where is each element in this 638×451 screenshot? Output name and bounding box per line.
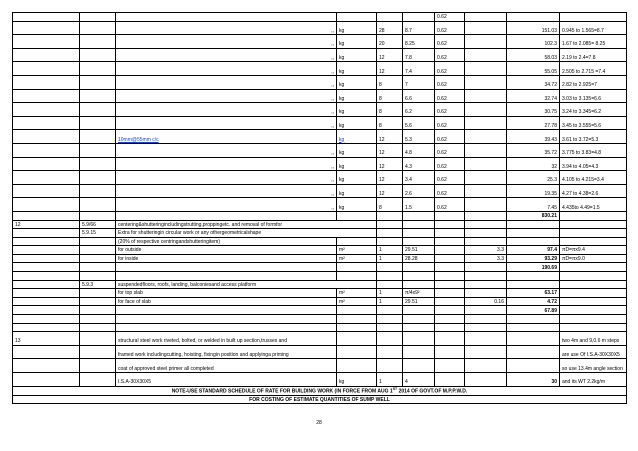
quantity: 39.43 <box>507 130 560 144</box>
note-costing: FOR COSTING OF ESTIMATE QUANTITIES OF SUMP WELL <box>13 395 627 404</box>
count: 1 <box>377 297 403 306</box>
quantity: 34.72 <box>507 75 560 89</box>
unit: kg <box>337 48 377 62</box>
length: 8.25 <box>403 35 435 49</box>
weight-factor: 0.62 <box>435 89 465 103</box>
bar-description: ,, <box>116 21 337 35</box>
remark: πD=πx9.4 <box>560 246 627 255</box>
item-row <box>13 237 627 246</box>
note-ssr-superscript: ST <box>392 386 398 391</box>
note-ssr <box>13 386 627 395</box>
count: 1 <box>377 254 403 263</box>
measurement-label: for top slab <box>116 289 337 298</box>
unit: kg <box>337 21 377 35</box>
remark: 4.27 to 4.38=2.6 <box>560 184 627 198</box>
table-row <box>13 184 627 198</box>
unit: m² <box>337 289 377 298</box>
length: 7 <box>403 75 435 89</box>
remark <box>560 13 627 22</box>
ssr-reference: 5.9.15 <box>80 229 116 238</box>
count: 28 <box>377 21 403 35</box>
ssr-reference: 5.9/66 <box>80 220 116 229</box>
table-row <box>13 35 627 49</box>
item-description: structural steel work riveted, bolted, or welded in built up section,trusses and <box>116 332 337 346</box>
weight-factor: 0.62 <box>435 35 465 49</box>
bar-description: ,, <box>116 198 337 212</box>
measurement-row <box>13 254 627 263</box>
height: 3.3 <box>465 254 507 263</box>
weight-factor: 0.62 <box>435 198 465 212</box>
count: 12 <box>377 62 403 76</box>
subtotal-row <box>13 211 627 220</box>
measurement-label: for inside <box>116 254 337 263</box>
remark: 3.775 to 3.83=4.8 <box>560 143 627 157</box>
count: 12 <box>377 157 403 171</box>
serial-number: 13 <box>13 332 80 346</box>
measurement-label: for outside <box>116 246 337 255</box>
measurement-row <box>13 246 627 255</box>
unit: m² <box>337 246 377 255</box>
item-row <box>13 345 627 359</box>
weight-factor: 0.62 <box>435 75 465 89</box>
ssr-reference: 5.9.3 <box>80 280 116 289</box>
remark: 2.505 to 2.715 =7.4 <box>560 62 627 76</box>
remark: 4.105 to 4.215=3.4 <box>560 171 627 185</box>
item-description: suspendedfloors, roofs, landing, balconiesand access platform <box>116 280 377 289</box>
remark: 1.67 to 2.085= 8.25 <box>560 35 627 49</box>
length: 6.2 <box>403 103 435 117</box>
table-row <box>13 143 627 157</box>
bar-description: ,, <box>116 35 337 49</box>
quantity <box>507 13 560 22</box>
reinforcement-rows <box>13 13 627 212</box>
weight-factor: 0.62 <box>435 184 465 198</box>
weight-factor: 0.62 <box>435 116 465 130</box>
remark: 4.435to 4.49=1.5 <box>560 198 627 212</box>
table-row <box>13 116 627 130</box>
length: 3.4 <box>403 171 435 185</box>
bar-description: ,, <box>116 48 337 62</box>
quantity: 19.35 <box>507 184 560 198</box>
remark: 2.82 to 2.925=7 <box>560 75 627 89</box>
quantity: 97.4 <box>507 246 560 255</box>
blank-row <box>13 323 627 332</box>
table-row <box>13 75 627 89</box>
length: π/4x9² <box>403 289 435 298</box>
length: 5.3 <box>403 130 435 144</box>
serial-number: 12 <box>13 220 80 229</box>
count: 12 <box>377 48 403 62</box>
count: 12 <box>377 143 403 157</box>
bar-description: ,, <box>116 184 337 198</box>
unit: kg <box>337 143 377 157</box>
weight-factor: 0.62 <box>435 13 465 22</box>
bar-description: ,, <box>116 103 337 117</box>
quantity: 102.3 <box>507 35 560 49</box>
remark: are use Of I.S.A-30X30X5 <box>560 345 627 359</box>
subtotal-row <box>13 306 627 315</box>
quantity: 151.03 <box>507 21 560 35</box>
estimate-sheet <box>12 12 626 404</box>
table-row <box>13 21 627 35</box>
count: 12 <box>377 171 403 185</box>
length: 7.4 <box>403 62 435 76</box>
length: 4 <box>403 373 435 387</box>
remark: and its WT 2.2kg/m <box>560 373 627 387</box>
unit: kg <box>337 35 377 49</box>
quantity: 4.72 <box>507 297 560 306</box>
note-ssr-text-end: 2014 OF GOVT.OF M.P.P.W.D. <box>397 388 468 395</box>
weight-factor: 0.62 <box>435 21 465 35</box>
unit: m² <box>337 254 377 263</box>
note-row <box>13 395 627 404</box>
unit: kg <box>337 184 377 198</box>
length: 5.6 <box>403 116 435 130</box>
bar-description: ,, <box>116 143 337 157</box>
page-number: 28 <box>316 420 322 426</box>
weight-factor: 0.62 <box>435 171 465 185</box>
length: 4.3 <box>403 157 435 171</box>
unit: kg <box>337 116 377 130</box>
item-description: framed work includingcutting, hoisting, fixingin position and applyinga priming <box>116 345 337 359</box>
unit: kg <box>337 103 377 117</box>
remark: 2.19 to 2.4=7.8 <box>560 48 627 62</box>
quantity: 93.29 <box>507 254 560 263</box>
count: 8 <box>377 103 403 117</box>
length: 4.8 <box>403 143 435 157</box>
table-row <box>13 130 627 144</box>
quantity: 55.05 <box>507 62 560 76</box>
unit: kg <box>337 130 377 144</box>
weight-factor: 0.62 <box>435 143 465 157</box>
bar-description: ,, <box>116 75 337 89</box>
quantity: 27.78 <box>507 116 560 130</box>
quantity: 58.03 <box>507 48 560 62</box>
height: 3.3 <box>465 246 507 255</box>
remark: 3.94 to 4.05=4.3 <box>560 157 627 171</box>
remark: 3.61 to 3.72=5.3 <box>560 130 627 144</box>
subtotal-value: 830.21 <box>507 211 560 220</box>
quantity: 7.45 <box>507 198 560 212</box>
unit: kg <box>337 157 377 171</box>
remark: 3.03 to 3.135=6.6 <box>560 89 627 103</box>
blank-row <box>13 315 627 324</box>
subtotal-value: 190.69 <box>507 263 560 272</box>
measurement-row <box>13 297 627 306</box>
unit: kg <box>337 373 377 387</box>
remark: so use 13.4m angle section <box>560 359 627 373</box>
weight-factor: 0.62 <box>435 130 465 144</box>
table-row <box>13 171 627 185</box>
length: 8.7 <box>403 21 435 35</box>
subtotal-value: 67.89 <box>507 306 560 315</box>
count: 20 <box>377 35 403 49</box>
quantity: 30 <box>507 373 560 387</box>
weight-factor: 0.62 <box>435 62 465 76</box>
quantity: 35.72 <box>507 143 560 157</box>
item-row <box>13 220 627 229</box>
remark: πD=πx9.0 <box>560 254 627 263</box>
height <box>465 289 507 298</box>
length <box>403 13 435 22</box>
table-row <box>13 198 627 212</box>
length: 7.8 <box>403 48 435 62</box>
item-description: Extra for shutteringin circular work or any othergeometricalshape <box>116 229 377 238</box>
weight-factor: 0.62 <box>435 48 465 62</box>
count <box>377 13 403 22</box>
length: 29.51 <box>403 246 435 255</box>
table-row <box>13 48 627 62</box>
count: 1 <box>377 246 403 255</box>
count: 1 <box>377 373 403 387</box>
count: 1 <box>377 289 403 298</box>
remark: 0.945 to 1.565=8.7 <box>560 21 627 35</box>
quantity: 63.17 <box>507 289 560 298</box>
weight-factor: 0.62 <box>435 103 465 117</box>
item-row <box>13 359 627 373</box>
blank-row <box>13 272 627 281</box>
count: 8 <box>377 89 403 103</box>
item-description: centering&shutteringincludingstrutting,proppingetc. and removal of formfor <box>116 220 377 229</box>
bar-description: ,, <box>116 157 337 171</box>
item-row <box>13 229 627 238</box>
remark: two 4m and 9,0.6 m steps <box>560 332 627 346</box>
section-name: I.S.A-30X30X5 <box>116 373 337 387</box>
bar-description: ,, <box>116 89 337 103</box>
count: 8 <box>377 198 403 212</box>
weight-factor: 0.62 <box>435 157 465 171</box>
measurement-row <box>13 289 627 298</box>
item-row <box>13 280 627 289</box>
length: 1.5 <box>403 198 435 212</box>
bar-description: ,, <box>116 116 337 130</box>
quantity: 32.74 <box>507 89 560 103</box>
quantity: 32 <box>507 157 560 171</box>
table-row <box>13 13 627 22</box>
unit: kg <box>337 198 377 212</box>
count: 8 <box>377 75 403 89</box>
unit: kg <box>337 171 377 185</box>
measurement-row <box>13 373 627 387</box>
length: 29.51 <box>403 297 435 306</box>
item-row <box>13 332 627 346</box>
remark: 3.45 to 3.555=5.6 <box>560 116 627 130</box>
unit: m² <box>337 297 377 306</box>
count: 12 <box>377 184 403 198</box>
remark: 3.24 to 3.345=6.2 <box>560 103 627 117</box>
length: 28.28 <box>403 254 435 263</box>
count: 8 <box>377 116 403 130</box>
bar-spacing-link[interactable]: 10mm@55mm c/c <box>116 130 337 144</box>
quantity: 25.3 <box>507 171 560 185</box>
table-row <box>13 62 627 76</box>
item-description: (20% of respective centringandshutteringitem) <box>116 237 337 246</box>
bar-description: ,, <box>116 62 337 76</box>
item-description: coat of approved steel primer all completed <box>116 359 337 373</box>
unit: kg <box>337 89 377 103</box>
length: 6.6 <box>403 89 435 103</box>
count: 12 <box>377 130 403 144</box>
bar-description: ,, <box>116 171 337 185</box>
length: 2.6 <box>403 184 435 198</box>
measurement-label: for face of slab <box>116 297 337 306</box>
table-row <box>13 89 627 103</box>
unit: kg <box>337 75 377 89</box>
subtotal-row <box>13 263 627 272</box>
table-row <box>13 157 627 171</box>
sections <box>13 211 627 403</box>
bar-description <box>116 13 337 22</box>
table-row <box>13 103 627 117</box>
unit: kg <box>337 62 377 76</box>
estimate-table <box>12 12 627 404</box>
height: 0.16 <box>465 297 507 306</box>
unit <box>337 13 377 22</box>
note-row <box>13 386 627 395</box>
note-ssr-text: NOTE-USE STANDARD SCHEDULE OF RATE FOR BUILDING WORK (IN FORCE FROM AUG 1 <box>171 388 393 395</box>
quantity: 30.75 <box>507 103 560 117</box>
